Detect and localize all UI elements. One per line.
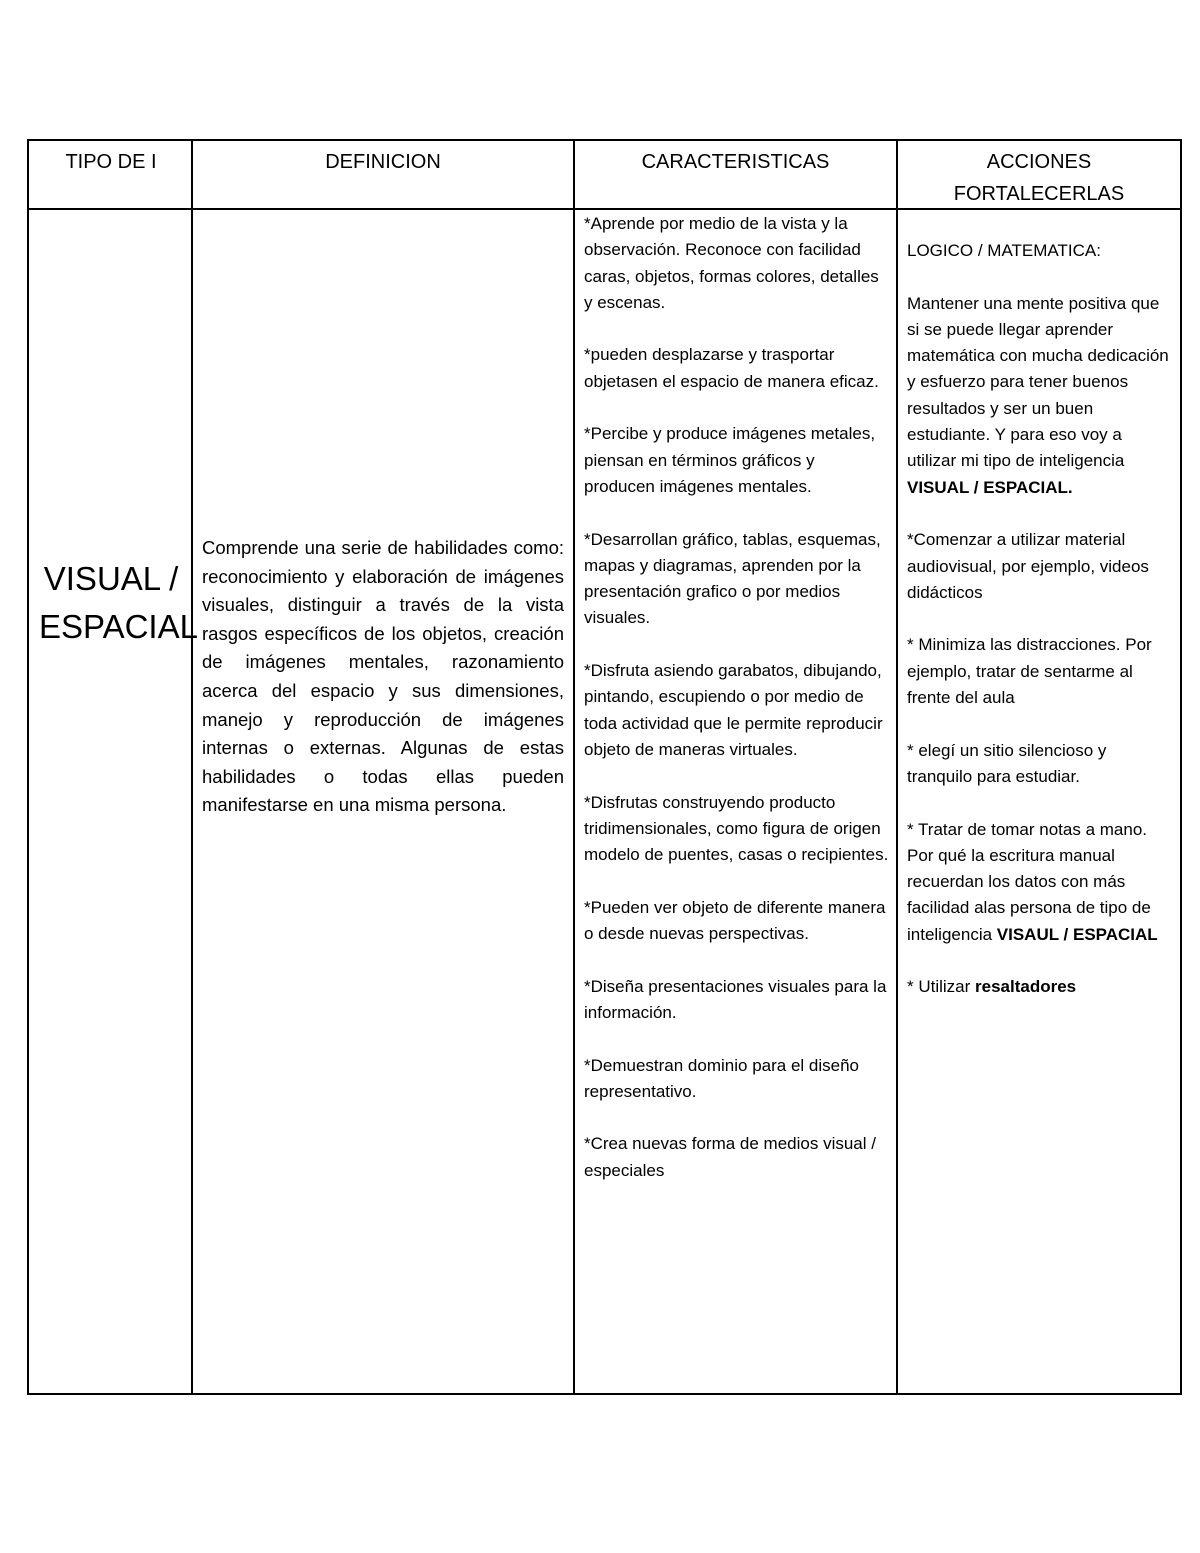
accion-item: * Minimiza las distracciones. Por ejemplo, tratar de sentarme al frente del aula <box>907 635 1152 708</box>
caracteristica-item: *Diseña presentaciones visuales para la información. <box>584 976 887 1022</box>
cell-definicion: Comprende una serie de habilidades como: reconocimiento y elaboración de imágenes visuales, distinguir a través de la vista rasgos específicos de los objetos, creación de imágenes mentales, razonamiento acerca del espacio y sus dimensiones, manejo y reproducción de imágenes internas o externas. Algunas de estas habilidades o todas ellas pueden manifestarse en una misma persona. <box>202 537 564 816</box>
accion-bold: VISUAL / ESPACIAL. <box>907 477 1073 497</box>
accion-item <box>907 291 1175 501</box>
column-divider <box>191 141 193 1393</box>
accion-text: Mantener una mente positiva que si se puede llegar aprender matemática con mucha dedicación y esfuerzo para tener buenos resultados y ser un buen estudiante. Y para eso voy a utilizar mi tipo de inteligencia <box>907 293 1169 471</box>
header-definicion: DEFINICION <box>325 151 441 173</box>
caracteristica-item: *pueden desplazarse y trasportar objetasen el espacio de manera eficaz. <box>584 345 879 391</box>
caracteristica-item: *Crea nuevas forma de medios visual / especiales <box>584 1134 876 1180</box>
accion-item: *Comenzar a utilizar material audiovisual, por ejemplo, videos didácticos <box>907 530 1149 602</box>
cell-tipo: VISUAL / ESPACIAL <box>39 560 198 645</box>
header-caracteristicas: CARACTERISTICAS <box>641 151 830 173</box>
accion-item: * elegí un sitio silencioso y tranquilo para estudiar. <box>907 740 1107 786</box>
caracteristica-item: *Pueden ver objeto de diferente manera o desde nuevas perspectivas. <box>584 897 886 944</box>
caracteristica-item: *Aprende por medio de la vista y la observación. Reconoce con facilidad caras, objetos, formas colores, detalles y escenas. <box>584 214 879 312</box>
header-acciones: ACCIONES FORTALECERLAS <box>953 151 1125 205</box>
accion-bold: resaltadores <box>975 977 1077 997</box>
accion-bold: VISAUL / ESPACIAL <box>996 924 1158 944</box>
column-divider <box>896 141 898 1393</box>
caracteristica-item: *Desarrollan gráfico, tablas, esquemas, mapas y diagramas, aprenden por la presentación grafico o por medios visuales. <box>584 529 881 628</box>
caracteristica-item: *Demuestran dominio para el diseño representativo. <box>584 1055 859 1101</box>
cell-acciones <box>907 238 1175 1001</box>
intelligence-table <box>27 139 1182 1395</box>
caracteristica-item: *Disfrutas construyendo producto tridimensionales, como figura de origen modelo de puentes, casas o recipientes. <box>584 792 889 865</box>
acciones-heading: LOGICO / MATEMATICA: <box>907 241 1101 260</box>
accion-item <box>907 817 1175 948</box>
header-tipo: TIPO DE I <box>65 151 157 173</box>
accion-item <box>907 974 1175 1000</box>
cell-caracteristicas <box>584 211 890 1184</box>
accion-text: * Tratar de tomar notas a mano. Por qué la escritura manual recuerdan los datos con más facilidad alas persona de tipo de inteligencia <box>907 819 1151 944</box>
accion-text: * Utilizar <box>907 977 976 997</box>
caracteristica-item: *Percibe y produce imágenes metales, piensan en términos gráficos y producen imágenes mentales. <box>584 424 876 496</box>
column-divider <box>573 141 575 1393</box>
caracteristica-item: *Disfruta asiendo garabatos, dibujando, pintando, escupiendo o por medio de toda actividad que le permite reproducir objeto de maneras virtuales. <box>584 661 883 759</box>
